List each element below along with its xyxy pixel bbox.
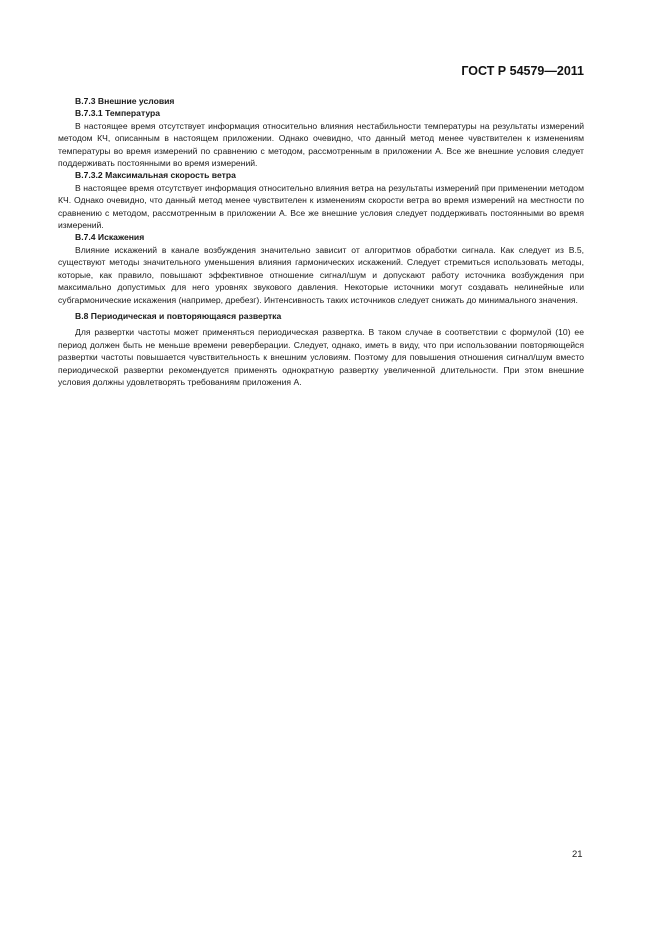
section-b74-heading: В.7.4 Искажения <box>75 232 145 243</box>
section-b8-paragraph: Для развертки частоты может применяться периодическая развертка. В таком случае в соответствии с формулой (10) ее период должен быть не меньше времени реверберации. Следует, однако, иметь в виду, что при использовании повторяющейся развертки частоты повышается чувствительность к внешним условиям. Поэтому для повышения отношения сигнал/шум вместо периодической развертки рекомендуется применять однократную развертку увеличенной длительности. При этом внешние условия должны удовлетворять требованиям приложения А. <box>58 327 584 387</box>
document-id-header: ГОСТ Р 54579—2011 <box>461 64 584 78</box>
document-body <box>58 95 584 388</box>
section-b8-heading: В.8 Периодическая и повторяющаяся развертка <box>75 310 282 321</box>
section-b731-heading: В.7.3.1 Температура <box>75 108 161 119</box>
section-b74-paragraph: Влияние искажений в канале возбуждения значительно зависит от алгоритмов обработки сигнала. Как следует из В.5, существуют методы значительного уменьшения влияния гармонических искажений. Следует стремиться использовать методы, которые, как правило, повышают эффективное отношение сигнал/шум и допускают работу источника возбуждения при максимально допустимых для него уровнях звукового давления. Некоторые источники могут создавать нелинейные или субгармонические искажения (например, дребезг). Интенсивность таких источников следует снижать до минимального значения. <box>58 244 584 305</box>
page-number: 21 <box>572 849 583 860</box>
section-b731-paragraph: В настоящее время отсутствует информация относительно влияния нестабильности температуры на результаты измерений методом КЧ, описанным в настоящем приложении. Однако очевидно, что данный метод менее чувствителен к изменениям температуры во время измерений по сравнению с методом, рассмотренным в приложении А. Все же внешние условия следует поддерживать постоянными во время измерений. <box>58 120 584 169</box>
section-b732-heading: В.7.3.2 Максимальная скорость ветра <box>75 170 236 181</box>
section-b73-heading: В.7.3 Внешние условия <box>75 96 175 106</box>
section-b732-paragraph: В настоящее время отсутствует информация относительно влияния ветра на результаты измерений при применении методом КЧ. Однако очевидно, что данный метод менее чувствителен к изменениям скорости ветра во время измерений на местности по сравнению с методом, рассмотренным в приложении А. Все же внешние условия следует поддерживать постоянными во время измерений. <box>58 182 584 231</box>
